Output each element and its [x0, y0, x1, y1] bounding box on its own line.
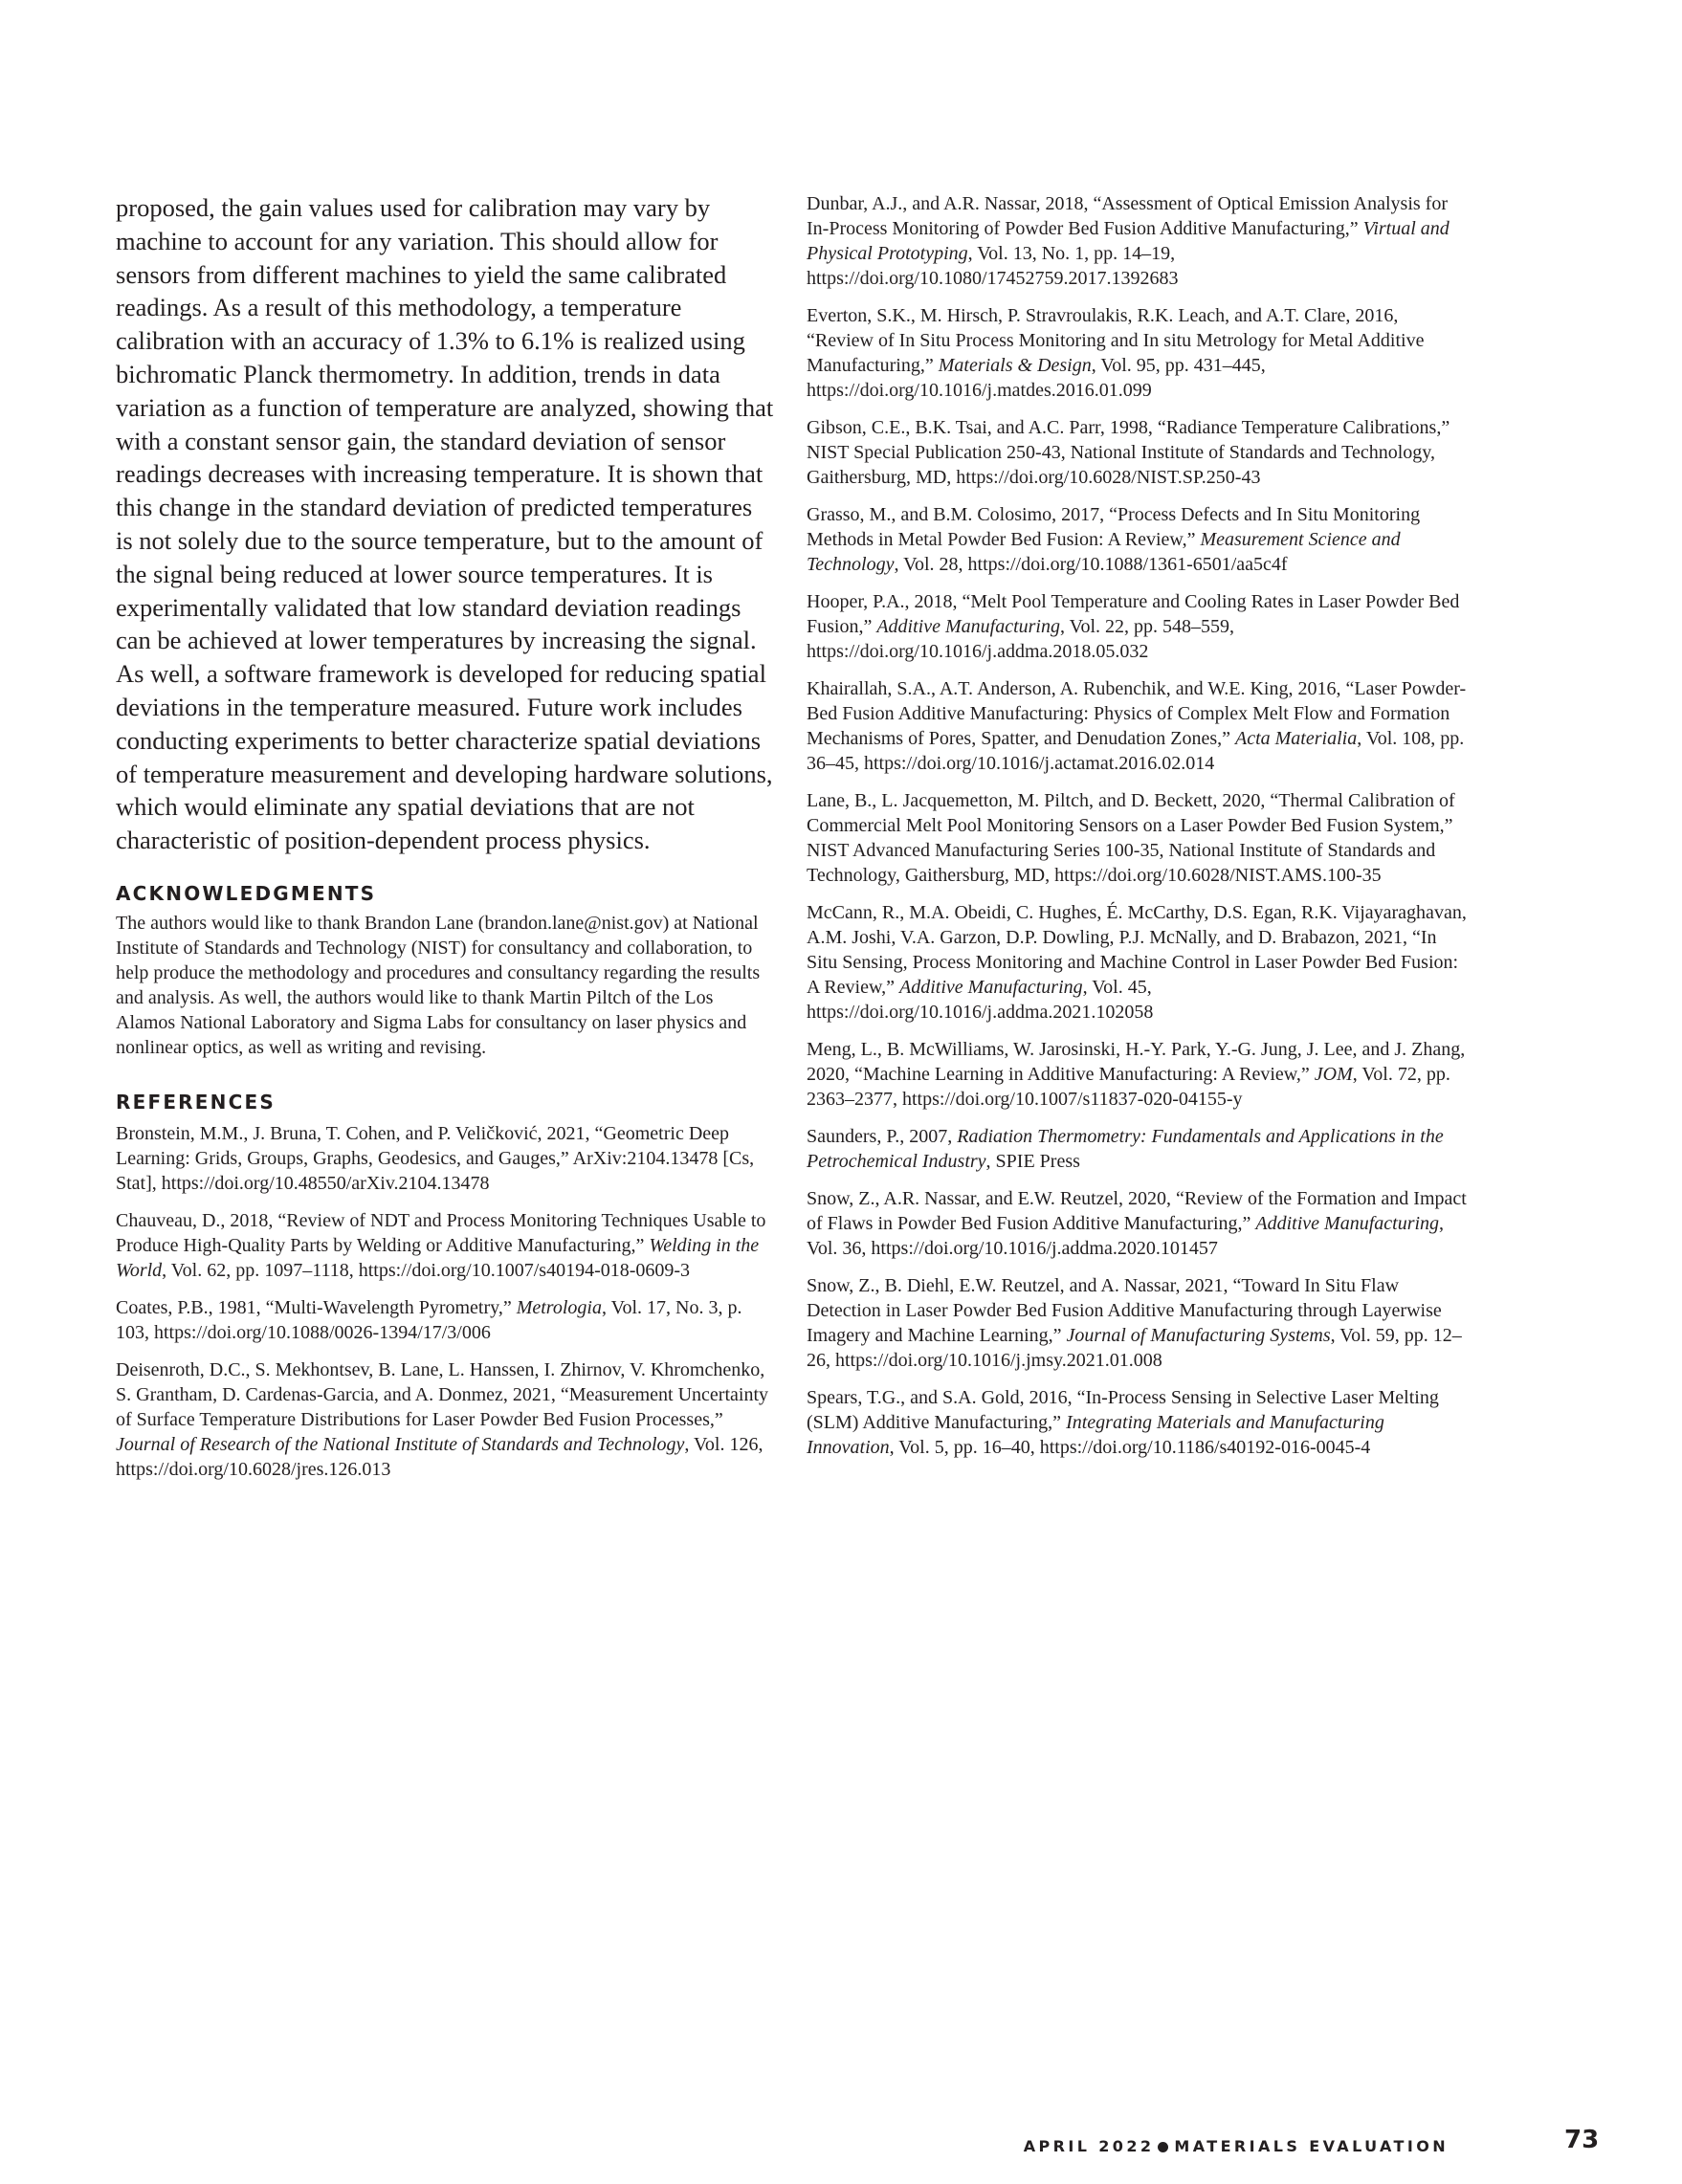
- bullet-icon: [1158, 2142, 1168, 2152]
- reference-entry: McCann, R., M.A. Obeidi, C. Hughes, É. McCarthy, D.S. Egan, R.K. Vijayaraghavan, A.M. Joshi, V.A. Garzon, D.P. Dowling, P.J. McNally, and D. Brabazon, 2021, “In Situ Sensing, Process Monitoring and Machine Control in Laser Powder Bed Fusion: A Review,” Additive Manufacturing, Vol. 45, https://doi.org/10.1016/j.addma.2021.102058: [807, 902, 1467, 1023]
- reference-entry: Meng, L., B. McWilliams, W. Jarosinski, H.-Y. Park, Y.-G. Jung, J. Lee, and J. Zhang, 2020, “Machine Learning in Additive Manufacturing: A Review,” JOM, Vol. 72, pp. 2363–2377, https://doi.org/10.1007/s11837-020-04155-y: [807, 1039, 1466, 1110]
- reference-entry: Dunbar, A.J., and A.R. Nassar, 2018, “Assessment of Optical Emission Analysis for In-Process Monitoring of Powder Bed Fusion Additive Manufacturing,” Virtual and Physical Prototyping, Vol. 13, No. 1, pp. 14–19, https://doi.org/10.1080/17452759.2017.1392683: [807, 193, 1450, 289]
- right-column: [807, 191, 1469, 1472]
- reference-entry: Deisenroth, D.C., S. Mekhontsev, B. Lane, L. Hanssen, I. Zhirnov, V. Khromchenko, S. Grantham, D. Cardenas-Garcia, and A. Donmez, 2021, “Measurement Uncertainty of Surface Temperature Distributions for Laser Powder Bed Fusion Processes,” Journal of Research of the National Institute of Standards and Technology, Vol. 126, https://doi.org/10.6028/jres.126.013: [116, 1358, 769, 1480]
- acknowledgments-heading: ACKNOWLEDGMENTS: [116, 881, 377, 905]
- reference-entry: Grasso, M., and B.M. Colosimo, 2017, “Process Defects and In Situ Monitoring Methods in Metal Powder Bed Fusion: A Review,” Measurement Science and Technology, Vol. 28, https://doi.org/10.1088/1361-6501/aa5c4f: [807, 504, 1421, 575]
- reference-entry: Chauveau, D., 2018, “Review of NDT and Process Monitoring Techniques Usable to Produce High-Quality Parts by Welding or Additive Manufacturing,” Welding in the World, Vol. 62, pp. 1097–1118, https://doi.org/10.1007/s40194-018-0609-3: [116, 1209, 766, 1281]
- reference-entry: Hooper, P.A., 2018, “Melt Pool Temperature and Cooling Rates in Laser Powder Bed Fusion,” Additive Manufacturing, Vol. 22, pp. 548–559, https://doi.org/10.1016/j.addma.2018.05.032: [807, 591, 1460, 662]
- reference-entry: Bronstein, M.M., J. Bruna, T. Cohen, and P. Veličković, 2021, “Geometric Deep Learning: Grids, Groups, Graphs, Geodesics, and Gauges,” ArXiv:2104.13478 [Cs, Stat], https://doi.org/10.48550/arXiv.2104.13478: [116, 1122, 755, 1194]
- references-list-left: [116, 1121, 774, 1482]
- footer-journal: MATERIALS EVALUATION: [1174, 2137, 1449, 2155]
- acknowledgments-text: The authors would like to thank Brandon Lane (brandon.lane@nist.gov) at National Institute of Standards and Technology (NIST) for consultancy and collaboration, to help produce the methodology and procedures and consultancy regarding the results and analysis. As well, the authors would like to thank Martin Piltch of the Los Alamos National Laboratory and Sigma Labs for consultancy on laser physics and nonlinear optics, as well as writing and revising.: [116, 912, 761, 1058]
- page-number: 73: [1564, 2126, 1600, 2154]
- reference-entry: Snow, Z., B. Diehl, E.W. Reutzel, and A. Nassar, 2021, “Toward In Situ Flaw Detection in Laser Powder Bed Fusion Additive Manufacturing through Layerwise Imagery and Machine Learning,” Journal of Manufacturing Systems, Vol. 59, pp. 12–26, https://doi.org/10.1016/j.jmsy.2021.01.008: [807, 1275, 1462, 1371]
- reference-entry: Lane, B., L. Jacquemetton, M. Piltch, and D. Beckett, 2020, “Thermal Calibration of Commercial Melt Pool Monitoring Sensors on a Laser Powder Bed Fusion System,” NIST Advanced Manufacturing Series 100-35, National Institute of Standards and Technology, Gaithersburg, MD, https://doi.org/10.6028/NIST.AMS.100-35: [807, 790, 1455, 886]
- reference-entry: Spears, T.G., and S.A. Gold, 2016, “In-Process Sensing in Selective Laser Melting (SLM) Additive Manufacturing,” Integrating Materials and Manufacturing Innovation, Vol. 5, pp. 16–40, https://doi.org/10.1186/s40192-016-0045-4: [807, 1387, 1439, 1458]
- references-heading: REFERENCES: [116, 1090, 276, 1114]
- reference-entry: Everton, S.K., M. Hirsch, P. Stravroulakis, R.K. Leach, and A.T. Clare, 2016, “Review of In Situ Process Monitoring and In situ Metrology for Metal Additive Manufacturing,” Materials & Design, Vol. 95, pp. 431–445, https://doi.org/10.1016/j.matdes.2016.01.099: [807, 305, 1425, 401]
- page-footer: [1024, 2137, 1449, 2155]
- body-paragraph: proposed, the gain values used for calibration may vary by machine to account for any variation. This should allow for sensors from different machines to yield the same calibrated readings. As a result of this methodology, a temperature calibration with an accuracy of 1.3% to 6.1% is realized using bichromatic Planck thermometry. In addition, trends in data variation as a function of temperature are analyzed, showing that with a constant sensor gain, the standard deviation of sensor readings decreases with increasing temperature. It is shown that this change in the standard deviation of predicted temperatures is not solely due to the source temperature, but to the amount of the signal being reduced at lower source temperatures. It is experimentally validated that low standard deviation readings can be achieved at lower temperatures by increasing the signal. As well, a software framework is developed for reducing spatial deviations in the temperature measured. Future work includes conducting experiments to better characterize spatial deviations of temperature measurement and developing hardware solutions, which would eliminate any spatial deviations that are not characteristic of position-dependent process physics.: [116, 193, 774, 855]
- left-column: [116, 191, 774, 1494]
- footer-date: APRIL 2022: [1023, 2137, 1155, 2155]
- reference-entry: Gibson, C.E., B.K. Tsai, and A.C. Parr, 1998, “Radiance Temperature Calibrations,” NIST Special Publication 250-43, National Institute of Standards and Technology, Gaithersburg, MD, https://doi.org/10.6028/NIST.SP.250-43: [807, 417, 1450, 488]
- reference-entry: Snow, Z., A.R. Nassar, and E.W. Reutzel, 2020, “Review of the Formation and Impact of Flaws in Powder Bed Fusion Additive Manufacturing,” Additive Manufacturing, Vol. 36, https://doi.org/10.1016/j.addma.2020.101457: [807, 1188, 1467, 1259]
- reference-entry: Khairallah, S.A., A.T. Anderson, A. Rubenchik, and W.E. King, 2016, “Laser Powder-Bed Fusion Additive Manufacturing: Physics of Complex Melt Flow and Formation Mechanisms of Pores, Spatter, and Denudation Zones,” Acta Materialia, Vol. 108, pp. 36–45, https://doi.org/10.1016/j.actamat.2016.02.014: [807, 678, 1467, 774]
- reference-entry: Coates, P.B., 1981, “Multi-Wavelength Pyrometry,” Metrologia, Vol. 17, No. 3, p. 103, https://doi.org/10.1088/0026-1394/17/3/006: [116, 1296, 742, 1343]
- reference-entry: Saunders, P., 2007, Radiation Thermometry: Fundamentals and Applications in the Petrochemical Industry, SPIE Press: [807, 1126, 1444, 1172]
